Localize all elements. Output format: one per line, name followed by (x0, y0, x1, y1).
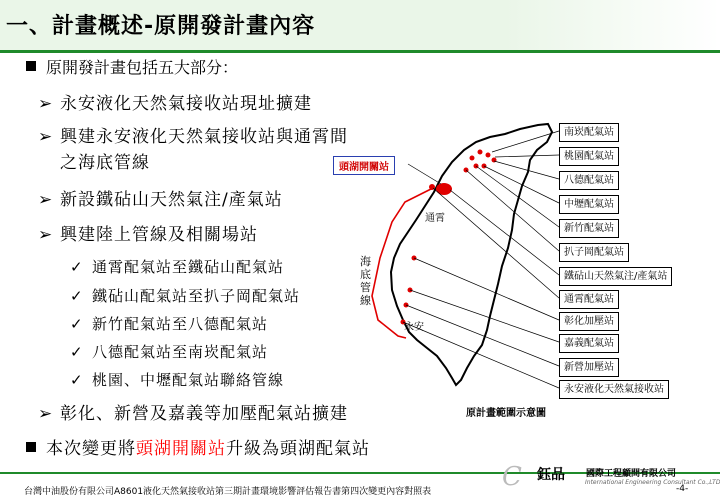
station-label: 通霄配氣站 (559, 290, 619, 309)
station-label: 扒子岡配氣站 (559, 243, 629, 262)
intro-line (26, 55, 238, 78)
change-highlight: 頭湖開關站 (136, 439, 226, 459)
company-logo-name: 鈺品 (537, 467, 565, 483)
change-line (26, 434, 370, 459)
subitem-4 (70, 341, 268, 362)
subitem-3 (70, 313, 268, 334)
title-divider (0, 50, 720, 53)
station-label: 永安液化天然氣接收站 (559, 380, 669, 399)
item-text: 興建陸上管線及相關場站 (60, 225, 258, 245)
item-4 (38, 220, 258, 245)
station-label: 新營加壓站 (559, 358, 619, 377)
footer-text: 台灣中油股份有限公司A8601液化天然氣接收站第三期計畫環境影響評估報告書第四次變更內容對照表 (24, 487, 432, 497)
check-bullet-icon: ✓ (70, 258, 84, 276)
item-1 (38, 89, 312, 114)
arrow-bullet-icon: ➢ (38, 225, 54, 245)
change-prefix: 本次變更將 (46, 439, 136, 459)
yongan-label: 永安 (404, 322, 424, 333)
subitem-text: 通霄配氣站至鐵砧山配氣站 (92, 258, 285, 276)
change-suffix: 升級為頭湖配氣站 (226, 439, 370, 459)
station-label: 南崁配氣站 (559, 123, 619, 142)
subitem-text: 鐵砧山配氣站至扒子岡配氣站 (92, 287, 301, 305)
touhu-switch-station-label: 頭湖開關站 (333, 156, 395, 175)
item-5 (38, 399, 348, 424)
station-label: 新竹配氣站 (559, 219, 619, 238)
square-bullet-icon (26, 61, 36, 71)
tongxiao-label: 通霄 (425, 213, 445, 224)
station-label: 中壢配氣站 (559, 195, 619, 214)
item-2-cont: 之海底管線 (60, 153, 150, 173)
item-text: 新設鐵砧山天然氣注/產氣站 (60, 190, 283, 210)
page-title: 一、計畫概述-原開發計畫內容 (6, 14, 316, 39)
item-text: 永安液化天然氣接收站現址擴建 (60, 94, 312, 114)
item-2 (38, 122, 348, 147)
item-text: 興建永安液化天然氣接收站與通霄間 (60, 127, 348, 147)
check-bullet-icon: ✓ (70, 315, 84, 333)
check-bullet-icon: ✓ (70, 371, 84, 389)
intro-text: 原開發計畫包括五大部分： (46, 58, 239, 77)
item-3 (38, 185, 283, 210)
check-bullet-icon: ✓ (70, 343, 84, 361)
check-bullet-icon: ✓ (70, 287, 84, 305)
square-bullet-icon (26, 442, 36, 452)
station-label: 桃園配氣站 (559, 147, 619, 166)
subitem-text: 新竹配氣站至八德配氣站 (92, 315, 269, 333)
taiwan-outline (391, 124, 552, 385)
arrow-bullet-icon: ➢ (38, 190, 54, 210)
arrow-bullet-icon: ➢ (38, 94, 54, 114)
station-label: 八德配氣站 (559, 171, 619, 190)
subitem-text: 桃園、中壢配氣站聯絡管線 (92, 371, 285, 389)
item-text: 彰化、新營及嘉義等加壓配氣站擴建 (60, 404, 348, 424)
arrow-bullet-icon: ➢ (38, 127, 54, 147)
subitem-2 (70, 285, 300, 306)
company-logo-script: C (502, 462, 522, 492)
subsea-pipeline-label: 海底管線 (360, 255, 371, 307)
subitem-text: 八德配氣站至南崁配氣站 (92, 343, 269, 361)
station-label: 嘉義配氣站 (559, 334, 619, 353)
company-name: 國際工程顧問有限公司 (586, 469, 677, 479)
map-caption: 原計畫範圍示意圖 (466, 408, 546, 419)
page-number: -4- (676, 484, 689, 494)
subitem-5 (70, 369, 284, 390)
station-label: 鐵砧山天然氣注/產氣站 (559, 267, 672, 286)
company-english-name: International Engineering Consultant Co.,LTD (585, 479, 720, 486)
station-label: 彰化加壓站 (559, 312, 619, 331)
subitem-1 (70, 256, 284, 277)
arrow-bullet-icon: ➢ (38, 404, 54, 424)
